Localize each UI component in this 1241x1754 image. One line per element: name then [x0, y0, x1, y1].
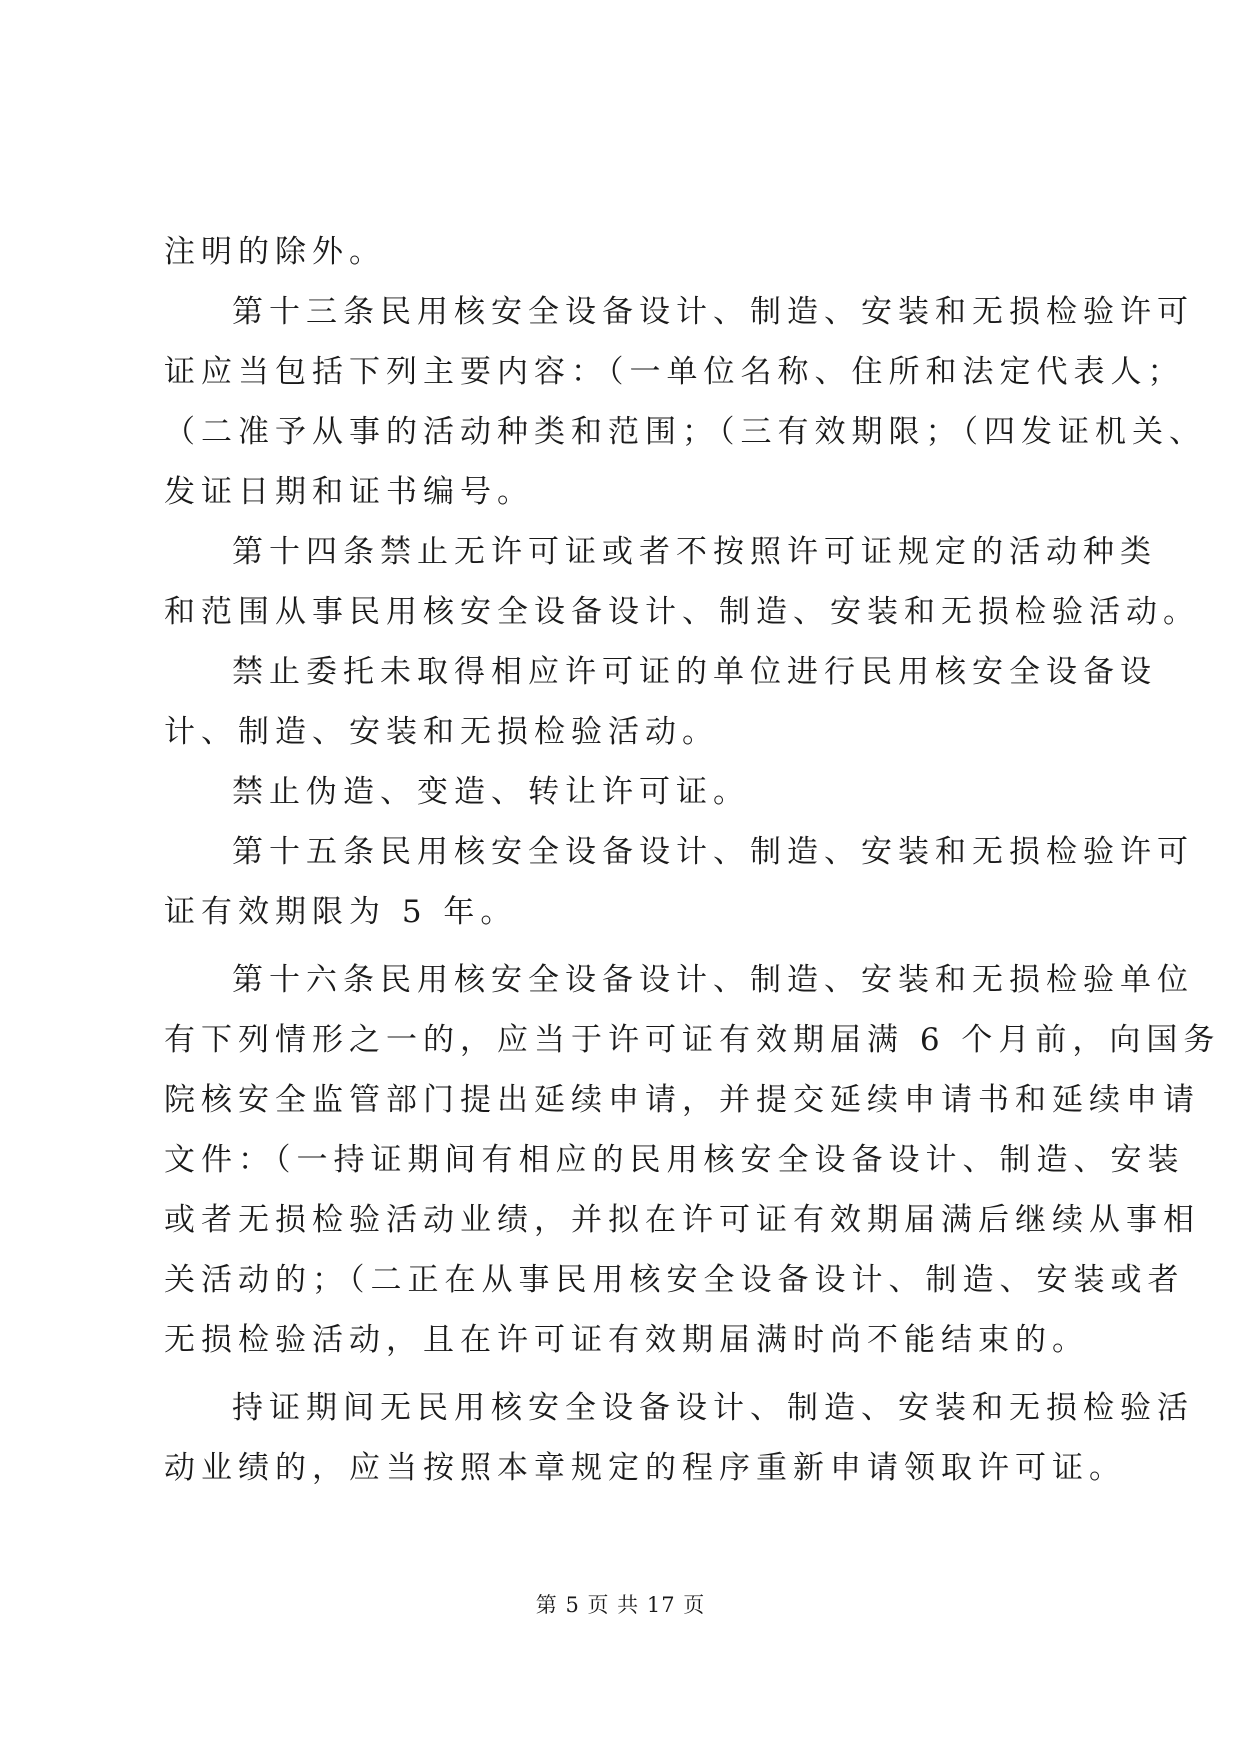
text-line: 无损检验活动，且在许可证有效期届满时尚不能结束的。	[164, 1322, 1089, 1358]
page-number-footer: 第 5 页 共 17 页	[535, 1593, 706, 1617]
text-line: 有下列情形之一的，应当于许可证有效期届满 6 个月前，向国务	[164, 1022, 1221, 1058]
text-line: 和范围从事民用核安全设备设计、制造、安装和无损检验活动。	[164, 594, 1200, 630]
text-line: 第十四条禁止无许可证或者不按照许可证规定的活动种类	[232, 534, 1157, 570]
text-line: 动业绩的，应当按照本章规定的程序重新申请领取许可证。	[164, 1450, 1126, 1486]
text-line: 计、制造、安装和无损检验活动。	[164, 714, 719, 750]
text-line: 或者无损检验活动业绩，并拟在许可证有效期届满后继续从事相	[164, 1202, 1200, 1238]
text-line: 文件：（一持证期间有相应的民用核安全设备设计、制造、安装	[164, 1142, 1185, 1178]
text-line: 发证日期和证书编号。	[164, 474, 534, 510]
text-line: 证应当包括下列主要内容：（一单位名称、住所和法定代表人；	[164, 354, 1185, 390]
text-line: 第十五条民用核安全设备设计、制造、安装和无损检验许可	[232, 834, 1194, 870]
text-line: 第十六条民用核安全设备设计、制造、安装和无损检验单位	[232, 962, 1194, 998]
text-line: 第十三条民用核安全设备设计、制造、安装和无损检验许可	[232, 294, 1194, 330]
text-line: 禁止委托未取得相应许可证的单位进行民用核安全设备设	[232, 654, 1157, 690]
text-line: 关活动的；（二正在从事民用核安全设备设计、制造、安装或者	[164, 1262, 1185, 1298]
text-line: （二准予从事的活动种类和范围；（三有效期限；（四发证机关、	[164, 414, 1206, 450]
text-line: 禁止伪造、变造、转让许可证。	[232, 774, 750, 810]
text-line: 注明的除外。	[164, 234, 386, 270]
text-line: 持证期间无民用核安全设备设计、制造、安装和无损检验活	[232, 1390, 1194, 1426]
text-line: 院核安全监管部门提出延续申请，并提交延续申请书和延续申请	[164, 1082, 1200, 1118]
text-line: 证有效期限为 5 年。	[164, 894, 518, 930]
